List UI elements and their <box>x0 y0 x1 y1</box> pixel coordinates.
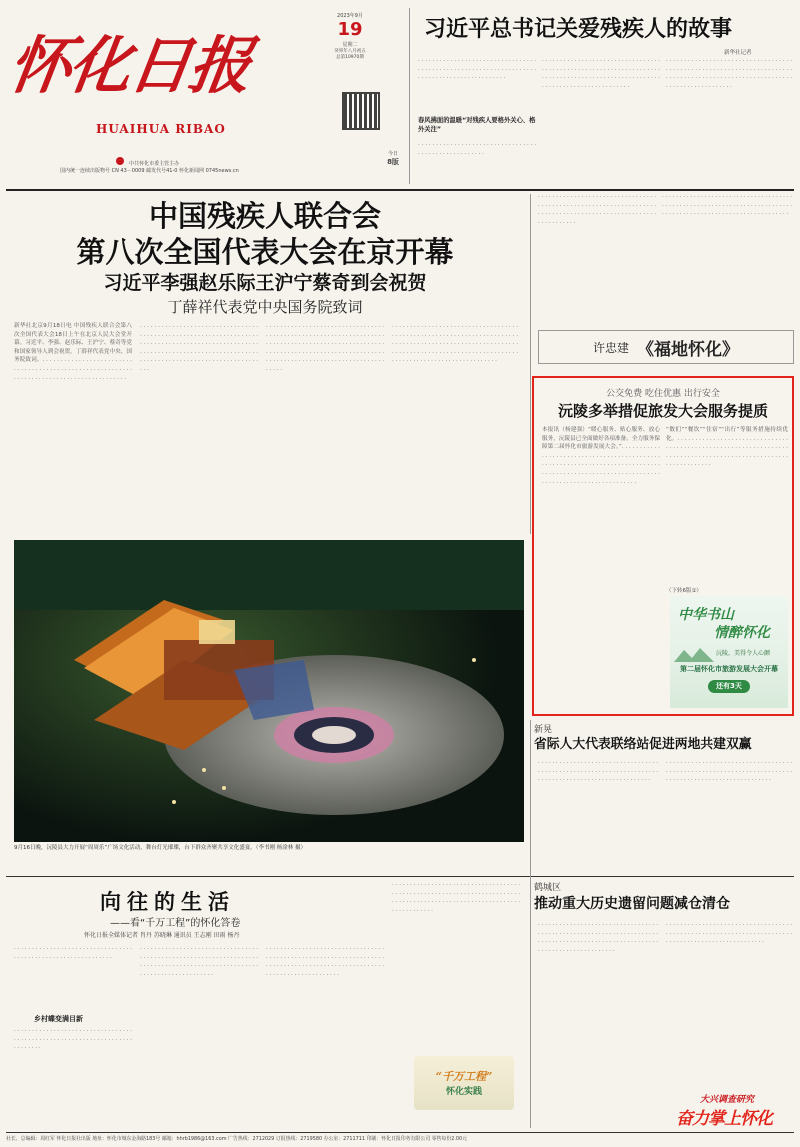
masthead-logo <box>4 10 266 136</box>
night-event-photo <box>14 540 524 842</box>
tourism-ad[interactable] <box>670 596 788 708</box>
column-title: 《福地怀化》 <box>637 339 739 360</box>
hecheng-story <box>534 880 796 1128</box>
yearning-col4: . . . . . . . . . . . . . . . . . . . . . . . . . . . . . . . . . . . . . . . . . . . . . . . . . . . . . . . . . . . . . . . . . . . . . . . . . . . . . . . . . . . . . . . . . . . . . . . . . . . . . . . . . . . . . . . . . . . . . . . . <box>392 881 520 913</box>
lead-col1: 新华社北京9月18日电 中国残疾人联合会第八次全国代表大会18日上午在北京人民大会堂开幕。习近平、李强、赵乐际、王沪宁、蔡奇等党和国家领导人到会祝贺。丁薛祥代表党中央、国务院致词。. . . . . . . . . . . . . . . . . . . . . . . . . . . . . . . . . . . . . . . . . . . . . . . . . . . . . . . . . . . . . . . . . . . . . . . . . . . . . . . . . . . . . . . . . . <box>14 323 132 381</box>
right-col-continuation2: . . . . . . . . . . . . . . . . . . . . . . . . . . . . . . . . . . . . . . . . . . . . . . . . . . . . . . . . . . . . . . . . . . . . . . . . . . . . . . . . . . . . . . . . . . . . . . . . . . . . . . . . . . . . . . <box>662 193 792 217</box>
survey-badge-line1: 大兴调查研究 <box>700 1095 755 1105</box>
masthead-organ: 中共怀化市委主管主办 <box>116 150 316 169</box>
lower-divider <box>530 720 531 1128</box>
survey-badge-line2: 奋力掌上怀化 <box>676 1109 772 1129</box>
yearning-col3: . . . . . . . . . . . . . . . . . . . . . . . . . . . . . . . . . . . . . . . . . . . . . . . . . . . . . . . . . . . . . . . . . . . . . . . . . . . . . . . . . . . . . . . . . . . . . . . . . . . . . . . . . . . . . . . . . . . . . . . . <box>266 945 384 977</box>
hecheng-title[interactable]: 推动重大历史遗留问题减仓清仓 <box>534 896 730 912</box>
lead-body <box>14 322 524 532</box>
right-col-continuation: . . . . . . . . . . . . . . . . . . . . . . . . . . . . . . . . . . . . . . . . . . . . . . . . . . . . . . . . . . . . . . . . . . . . . . . . . . . . . . . . . . . . . . . . . . . . . . . . . . . . . . . . . . . . . . <box>538 193 656 225</box>
yearning-story <box>14 880 524 1128</box>
xinhuang-title[interactable]: 省际人大代表联络站促进两地共建双赢 <box>534 737 752 752</box>
yearning-col1b: . . . . . . . . . . . . . . . . . . . . . . . . . . . . . . . . . . . . . . . . . . . . . . . . . . . . . . . . . . . . . . . . . . . . . . . . . . <box>14 1027 132 1051</box>
photo-caption: 9月16日晚，沅陵县大力开展“周周乐”广场文化活动，舞台灯光璀璨，台下群众齐聚共享文化盛宴。（李书刚 杨淦林 摄） <box>14 845 306 851</box>
date-day: 19 <box>337 19 363 40</box>
top-story-title[interactable]: 习近平总书记关爱残疾人的故事 <box>424 16 733 42</box>
hecheng-dateline: 鹤城区 <box>534 883 562 893</box>
featured-kicker: 公交免费 吃住优惠 出行安全 <box>606 389 720 399</box>
lead-right-divider <box>530 194 531 534</box>
lead-title-line2[interactable]: 第八次全国代表大会在京开幕 <box>76 235 454 269</box>
top-story-col1b: . . . . . . . . . . . . . . . . . . . . . . . . . . . . . . . . . . . . . . . . . . . . . . . . . . . . <box>418 141 536 156</box>
top-story-byline: 新华社记者 <box>724 50 752 56</box>
yearning-col2: . . . . . . . . . . . . . . . . . . . . . . . . . . . . . . . . . . . . . . . . . . . . . . . . . . . . . . . . . . . . . . . . . . . . . . . . . . . . . . . . . . . . . . . . . . . . . . . . . . . . . . . . . . . . . . . . . . . . . . . . <box>140 945 258 977</box>
ad-countdown: 还有3天 <box>708 680 750 693</box>
top-story-col2: . . . . . . . . . . . . . . . . . . . . . . . . . . . . . . . . . . . . . . . . . . . . . . . . . . . . . . . . . . . . . . . . . . . . . . . . . . . . . . . . . . . . . . . . . . . . . . . . . . . . . . . . . . . . . . . . . . . . . . . . . . . . <box>542 57 660 89</box>
mid-rule <box>6 876 794 877</box>
date-box: 2023年9月 19 星期二 癸卯年八月初五 总第10970期 <box>330 12 370 60</box>
pages-box: 今日 8版 <box>387 151 399 166</box>
footer-rule <box>6 1132 794 1133</box>
masthead-divider <box>409 8 410 184</box>
hecheng-col2: . . . . . . . . . . . . . . . . . . . . . . . . . . . . . . . . . . . . . . . . . . . . . . . . . . . . . . . . . . . . . . . . . . . . . . . . . . . . . . . . . . . . . . . . . . . . . . . . . . <box>666 921 792 945</box>
yearning-badge[interactable] <box>414 1056 514 1110</box>
featured-col1: 本报讯（杨建强）“暖心服务、贴心服务、放心服务，沅陵县已全面做好各项准备，全力服务保障第二届怀化市旅游发展大会。”. . . . . . . . . . . . . . . . . . . . . . . . . . . . . . . . . . . . . . . . . . . . . . . . . . . . . . . . . . . . . . . . . . . . . . . . . . . . . . . . . . . . . . . . . . . . . . . . . . . . . . . . . . . . . . . . . . . . . . . . . . . . . . . . . . . . . . . . . <box>542 427 660 485</box>
party-emblem-icon <box>116 157 124 165</box>
xinhuang-dateline: 新晃 <box>534 725 553 735</box>
xinhuang-col2: . . . . . . . . . . . . . . . . . . . . . . . . . . . . . . . . . . . . . . . . . . . . . . . . . . . . . . . . . . . . . . . . . . . . . . . . . . . . . . . . . . . . . . . . . . . . . . . . . . . . <box>666 759 792 783</box>
lead-title-line1[interactable]: 中国残疾人联合会 <box>148 199 381 233</box>
ad-headline-2: 情醉怀化 <box>714 625 770 641</box>
logo-romanized: HUAIHUA RIBAO <box>96 122 226 136</box>
yearning-subtitle: ——看“千万工程”的怀化答卷 <box>110 918 241 929</box>
yearning-byline: 怀化日报全媒体记者 肖丹 苏晓琳 通讯员 王志刚 田雨 杨丹 <box>84 932 240 939</box>
badge-line2: 怀化实践 <box>445 1087 482 1097</box>
qr-code[interactable] <box>342 92 380 130</box>
top-story-col3: . . . . . . . . . . . . . . . . . . . . . . . . . . . . . . . . . . . . . . . . . . . . . . . . . . . . . . . . . . . . . . . . . . . . . . . . . . . . . . . . . . . . . . . . . . . . . . . . . . . . . . . . . . . . . . . . . . . . . . . . . . . . <box>666 57 792 89</box>
masthead-codes: 国内统一连续出版物号 CN 43－0009 邮发代号41-0 怀化新闻网 0745news.cn <box>60 168 239 174</box>
featured-continued[interactable]: （下转6版①） <box>666 588 702 594</box>
top-story-subhead: 春风拂面的温暖“对残疾人要格外关心、格外关注” <box>418 117 536 133</box>
column-prefix: 许忠建 <box>592 340 629 355</box>
yearning-col1: . . . . . . . . . . . . . . . . . . . . . . . . . . . . . . . . . . . . . . . . . . . . . . . . . . . . . . . . . . . . . <box>14 945 132 960</box>
xinhuang-story <box>534 722 796 878</box>
lead-sub1: 习近平李强赵乐际王沪宁蔡奇到会祝贺 <box>103 272 427 294</box>
ad-mountain-icon <box>674 646 714 662</box>
footer: 社长、总编辑：周红军 怀化日报社出版 地址：怀化市城东金海路183号 邮箱：hhrb1986@163.com 广告热线：2712029 订报热线：2719580 办公室：2711711 印刷：怀化日报印务有限公司 零售每份2.00元 <box>6 1136 467 1142</box>
ad-tagline: 沅陵，美得令人心颤 <box>716 650 771 657</box>
lead-headline <box>0 192 530 318</box>
top-rule <box>6 189 794 191</box>
top-story <box>410 0 800 186</box>
featured-title[interactable]: 沅陵多举措促旅发大会服务提质 <box>557 402 768 420</box>
featured-col2: “数们”“餐饮”“住宿”“出行”等服务措施持续优化。. . . . . . . . . . . . . . . . . . . . . . . . . . . . . . . . . . . . . . . . . . . . . . . . . . . . . . . . . . . . . . . . . . . . . . . . . . . . . . . . . . . . . . . . . . . . . . . . . . . . . . . . . . . . . . . . <box>666 427 788 468</box>
yearning-section: 乡村蝶变满目新 <box>34 1015 83 1023</box>
featured-box <box>532 376 794 716</box>
ad-event: 第二届怀化市旅游发展大会开幕 <box>680 665 778 673</box>
xinhuang-col1: . . . . . . . . . . . . . . . . . . . . . . . . . . . . . . . . . . . . . . . . . . . . . . . . . . . . . . . . . . . . . . . . . . . . . . . . . . . . . . . . . . . . . . . . . . . . . . . . . . . . <box>538 759 658 783</box>
logo-text: 怀化日报 <box>4 29 255 102</box>
survey-badge[interactable] <box>670 1090 792 1129</box>
lead-sub2: 丁薛祥代表党中央国务院致词 <box>167 298 363 316</box>
ad-headline-1: 中华书山 <box>678 607 734 623</box>
lead-col2: . . . . . . . . . . . . . . . . . . . . . . . . . . . . . . . . . . . . . . . . . . . . . . . . . . . . . . . . . . . . . . . . . . . . . . . . . . . . . . . . . . . . . . . . . . . . . . . . . . . . . . . . . . . . . . . . . . . . . . . . . . . . . . . . . . . . . . . . . . . . . . . . . . . . . . . . . . . . . . . . . . . . . . . . <box>140 323 258 372</box>
hecheng-col1: . . . . . . . . . . . . . . . . . . . . . . . . . . . . . . . . . . . . . . . . . . . . . . . . . . . . . . . . . . . . . . . . . . . . . . . . . . . . . . . . . . . . . . . . . . . . . . . . . . . . . . . . . . . . . . . . . . . . . . . . . . . . <box>538 921 658 953</box>
lead-col4: . . . . . . . . . . . . . . . . . . . . . . . . . . . . . . . . . . . . . . . . . . . . . . . . . . . . . . . . . . . . . . . . . . . . . . . . . . . . . . . . . . . . . . . . . . . . . . . . . . . . . . . . . . . . . . . . . . . . . . . . . . . . . . . . . . . . . . . . . . . . . . . . . . . . . . . . . . . . . . . . . . . . . . . . . . <box>392 323 518 364</box>
lead-col3: . . . . . . . . . . . . . . . . . . . . . . . . . . . . . . . . . . . . . . . . . . . . . . . . . . . . . . . . . . . . . . . . . . . . . . . . . . . . . . . . . . . . . . . . . . . . . . . . . . . . . . . . . . . . . . . . . . . . . . . . . . . . . . . . . . . . . . . . . . . . . . . . . . . . . . . . . . . . . . . . . . . . . . . . . . <box>266 323 384 372</box>
top-story-col1: . . . . . . . . . . . . . . . . . . . . . . . . . . . . . . . . . . . . . . . . . . . . . . . . . . . . . . . . . . . . . . . . . . . . . . . . . . . . . . . . . . . . . . . . . . . <box>418 57 536 81</box>
column-box[interactable] <box>538 330 794 364</box>
yearning-title[interactable]: 向往的生活 <box>100 889 235 914</box>
badge-line1: “千万工程” <box>435 1070 493 1083</box>
